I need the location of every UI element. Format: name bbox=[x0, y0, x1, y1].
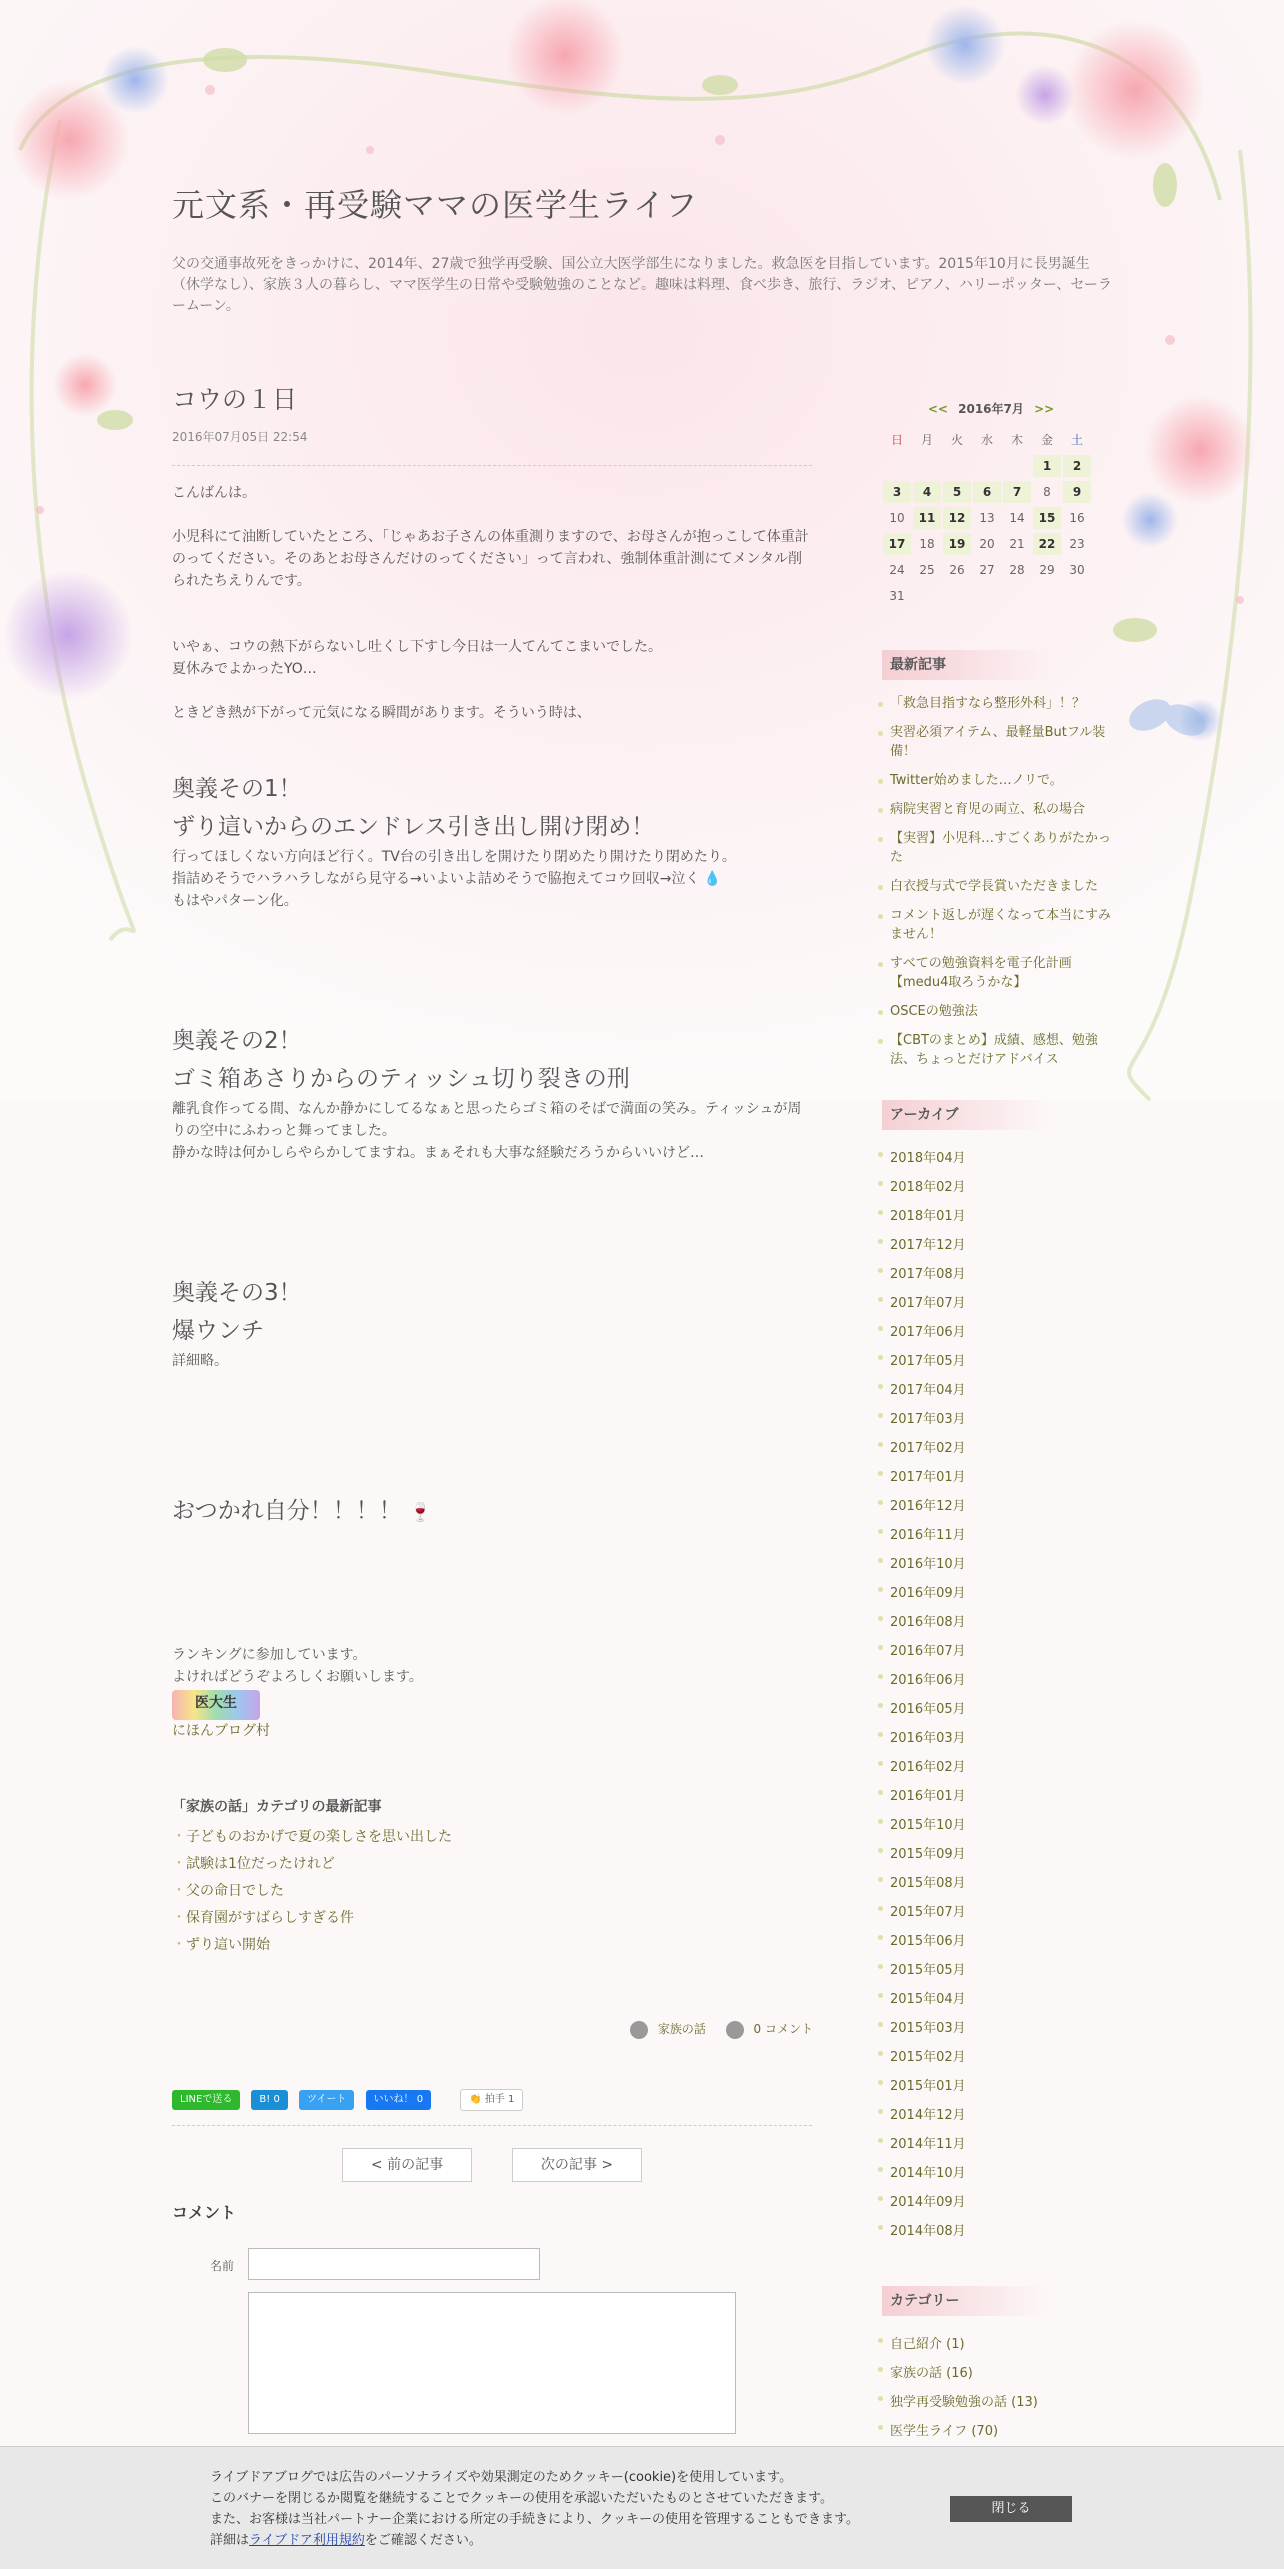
calendar-day: 26 bbox=[949, 563, 965, 577]
archive-link[interactable]: 2018年01月 bbox=[890, 1202, 1112, 1231]
category-link[interactable]: 医学生ライフ (70) bbox=[890, 2417, 1112, 2446]
archive-link[interactable]: 2015年10月 bbox=[890, 1811, 1112, 1840]
comment-icon bbox=[726, 2021, 744, 2039]
calendar-dow: 水 bbox=[980, 433, 993, 447]
entry-title[interactable]: コウの１日 bbox=[172, 385, 298, 414]
title-divider bbox=[172, 465, 812, 466]
entry-paragraph: こんばんは。 bbox=[172, 485, 256, 501]
archive-link[interactable]: 2015年04月 bbox=[890, 1985, 1112, 2014]
hatena-bookmark-button[interactable]: B! 0 bbox=[251, 2090, 287, 2110]
recent-post-link[interactable]: Twitter始めました…ノリで。 bbox=[890, 771, 1112, 790]
calendar-day: 24 bbox=[889, 563, 905, 577]
folder-icon bbox=[630, 2021, 648, 2039]
recent-posts bbox=[882, 650, 1112, 1079]
entry-paragraph: もはやパターン化。 bbox=[172, 893, 298, 909]
cookie-text: ライブドアブログでは広告のパーソナライズや効果測定のためクッキー(cookie)を使用しています。 このバナーを閉じるか閲覧を継続することでクッキーの使用を承認いただいたものとさせていただきます。 また、お客様は当社パートナー企業における所定の手続きにより、クッキーの使用を管理することもできます。 詳細はライブドア利用規約をご確認ください。 bbox=[210, 2470, 859, 2548]
archive-link[interactable]: 2014年09月 bbox=[890, 2188, 1112, 2217]
calendar bbox=[882, 400, 1100, 609]
comment-count-link[interactable]: 0 コメント bbox=[753, 2022, 813, 2036]
archive-link[interactable]: 2015年07月 bbox=[890, 1898, 1112, 1927]
comment-body-textarea[interactable] bbox=[248, 2292, 736, 2434]
archive-link[interactable]: 2017年12月 bbox=[890, 1231, 1112, 1260]
share-bar bbox=[172, 2087, 529, 2109]
archive-link[interactable]: 2017年03月 bbox=[890, 1405, 1112, 1434]
category-link[interactable]: 独学再受験勉強の話 (13) bbox=[890, 2388, 1112, 2417]
recent-posts-title: 最新記事 bbox=[882, 650, 1050, 680]
archive-link[interactable]: 2014年12月 bbox=[890, 2101, 1112, 2130]
closing-line: おつかれ自分！！！！ 🍷 bbox=[172, 1498, 432, 1524]
archive-link[interactable]: 2016年10月 bbox=[890, 1550, 1112, 1579]
section-heading: 奥義その3！ bbox=[172, 1280, 302, 1306]
archive-link[interactable]: 2017年05月 bbox=[890, 1347, 1112, 1376]
archive-list bbox=[890, 1144, 1112, 2246]
blog-description: 父の交通事故死をきっかけに、2014年、27歳で独学再受験、国公立大医学部生になりました。救急医を目指しています。2015年10月に長男誕生（休学なし）、家族３人の暮らし、ママ医学生の日常や受験勉強のことなど。趣味は料理、食べ歩き、旅行、ラジオ、ピアノ、ハリーポッター、セーラームーン。 bbox=[172, 256, 1112, 314]
tweet-button[interactable]: ツイート bbox=[299, 2090, 355, 2110]
related-item[interactable]: ・ 試験は1位だったけれど bbox=[172, 1851, 812, 1878]
archive-link[interactable]: 2016年01月 bbox=[890, 1782, 1112, 1811]
calendar-day-link[interactable]: 19 bbox=[943, 533, 971, 555]
water-drop-icon: 💧 bbox=[703, 871, 722, 887]
calendar-day: 8 bbox=[1043, 485, 1051, 499]
calendar-day: 23 bbox=[1069, 537, 1085, 551]
calendar-day: 31 bbox=[889, 589, 905, 603]
recent-post-link[interactable]: 「救急目指すなら整形外科」！？ bbox=[890, 694, 1112, 713]
calendar-dow: 土 bbox=[1070, 433, 1083, 447]
recent-post-link[interactable]: コメント返しが遅くなって本当にすみません！ bbox=[890, 908, 1112, 942]
prev-article-button[interactable]: < 前の記事 bbox=[342, 2148, 472, 2182]
entry-paragraph: 行ってほしくない方向ほど行く。TV台の引き出しを開けたり閉めたり開けたり閉めたり。 bbox=[172, 849, 736, 865]
share-divider bbox=[172, 2125, 812, 2126]
calendar-day: 29 bbox=[1039, 563, 1055, 577]
archive-link[interactable]: 2017年01月 bbox=[890, 1463, 1112, 1492]
calendar-day-link[interactable]: 22 bbox=[1033, 533, 1061, 555]
calendar-day-link[interactable]: 12 bbox=[943, 507, 971, 529]
archive-link[interactable]: 2017年08月 bbox=[890, 1260, 1112, 1289]
calendar-dow: 火 bbox=[950, 433, 963, 447]
category-link[interactable]: 自己紹介 (1) bbox=[890, 2330, 1112, 2359]
recent-post-link[interactable]: 【実習】小児科…すごくありがたかった bbox=[890, 831, 1112, 865]
calendar-day-link[interactable]: 6 bbox=[973, 481, 1001, 503]
categories-title: カテゴリー bbox=[882, 2286, 1050, 2316]
archive-link[interactable]: 2015年06月 bbox=[890, 1927, 1112, 1956]
archive-link[interactable]: 2017年07月 bbox=[890, 1289, 1112, 1318]
calendar-dow: 月 bbox=[920, 433, 933, 447]
section-subheading: ずり這いからのエンドレス引き出し開け閉め！ bbox=[172, 814, 655, 840]
calendar-day: 27 bbox=[979, 563, 995, 577]
archive-link[interactable]: 2015年03月 bbox=[890, 2014, 1112, 2043]
category-link[interactable]: 家族の話 bbox=[657, 2022, 706, 2036]
calendar-day-link[interactable]: 15 bbox=[1033, 507, 1061, 529]
calendar-dow: 金 bbox=[1040, 433, 1053, 447]
next-article-button[interactable]: 次の記事 > bbox=[512, 2148, 642, 2182]
category-list bbox=[890, 2330, 1112, 2446]
comment-section-title: コメント bbox=[172, 2203, 237, 2222]
related-list bbox=[172, 1824, 812, 1959]
archive-link[interactable]: 2017年04月 bbox=[890, 1376, 1112, 1405]
recent-post-link[interactable]: 白衣授与式で学長賞いただきました bbox=[890, 877, 1112, 896]
ranking-banner[interactable]: 医大生 bbox=[172, 1690, 260, 1720]
article bbox=[172, 380, 812, 1959]
related-item[interactable]: ・ 保育園がすばらしすぎる件 bbox=[172, 1905, 812, 1932]
calendar-day: 10 bbox=[889, 511, 905, 525]
archive-link[interactable]: 2018年04月 bbox=[890, 1144, 1112, 1173]
calendar-month: 2016年7月 bbox=[958, 402, 1024, 416]
calendar-day-link[interactable]: 11 bbox=[913, 507, 941, 529]
calendar-day-link[interactable]: 5 bbox=[943, 481, 971, 503]
section-heading: 奥義その2！ bbox=[172, 1028, 302, 1054]
calendar-empty bbox=[913, 455, 941, 477]
blog-title[interactable]: 元文系・再受験ママの医学生ライフ bbox=[172, 186, 699, 224]
calendar-day-link[interactable]: 3 bbox=[883, 481, 911, 503]
calendar-day-link[interactable]: 1 bbox=[1033, 455, 1061, 477]
archive-link[interactable]: 2014年10月 bbox=[890, 2159, 1112, 2188]
calendar-empty bbox=[973, 455, 1001, 477]
calendar-empty bbox=[883, 455, 911, 477]
wine-glass-icon: 🍷 bbox=[409, 1502, 432, 1523]
entry-paragraph: 詳細略。 bbox=[172, 1353, 228, 1369]
calendar-prev-link[interactable]: << bbox=[927, 402, 948, 416]
archives bbox=[882, 1100, 1112, 2246]
cookie-close-button[interactable]: 閉じる bbox=[950, 2496, 1072, 2522]
related-item[interactable]: ・ ずり這い開始 bbox=[172, 1932, 812, 1959]
archive-link[interactable]: 2015年08月 bbox=[890, 1869, 1112, 1898]
calendar-header bbox=[882, 400, 1100, 417]
calendar-day: 21 bbox=[1009, 537, 1025, 551]
ranking-text: ランキングに参加しています。 bbox=[172, 1647, 367, 1663]
archive-link[interactable]: 2016年06月 bbox=[890, 1666, 1112, 1695]
archive-link[interactable]: 2016年05月 bbox=[890, 1695, 1112, 1724]
recent-post-link[interactable]: 【CBTのまとめ】成績、感想、勉強法、ちょっとだけアドバイス bbox=[890, 1031, 1112, 1069]
calendar-day: 14 bbox=[1009, 511, 1025, 525]
archive-link[interactable]: 2018年02月 bbox=[890, 1173, 1112, 1202]
calendar-day-link[interactable]: 7 bbox=[1003, 481, 1031, 503]
archive-link[interactable]: 2015年09月 bbox=[890, 1840, 1112, 1869]
line-share-button[interactable]: LINEで送る bbox=[172, 2090, 240, 2110]
calendar-day: 13 bbox=[979, 511, 995, 525]
archive-link[interactable]: 2016年12月 bbox=[890, 1492, 1112, 1521]
calendar-day-link[interactable]: 2 bbox=[1063, 455, 1091, 477]
calendar-day-link[interactable]: 4 bbox=[913, 481, 941, 503]
calendar-empty bbox=[1003, 455, 1031, 477]
related-item[interactable]: ・ 子どものおかげで夏の楽しさを思い出した bbox=[172, 1824, 812, 1851]
recent-list bbox=[890, 694, 1112, 1069]
entry-paragraph: ときどき熱が下がって元気になる瞬間があります。そういう時は、 bbox=[172, 705, 591, 721]
entry-paragraph: 小児科にて油断していたところ、「じゃあお子さんの体重測りますので、お母さんが抱っこして体重計のってください。そのあとお母さんだけのってください」って言われ、強制体重計測にてメンタル削られたちえりんです。 bbox=[172, 529, 809, 589]
recent-post-link[interactable]: 病院実習と育児の両立、私の場合 bbox=[890, 800, 1112, 819]
calendar-day: 25 bbox=[919, 563, 935, 577]
archive-link[interactable]: 2016年02月 bbox=[890, 1753, 1112, 1782]
entry-date: 2016年07月05日 22:54 bbox=[172, 430, 308, 444]
cookie-banner bbox=[0, 2446, 1284, 2569]
entry-paragraph: 離乳食作ってる間、なんか静かにしてるなぁと思ったらゴミ箱のそばで満面の笑み。ティッシュが周りの空中にふわっと舞ってました。 bbox=[172, 1101, 802, 1139]
entry-paragraph: 夏休みでよかったYO… bbox=[172, 661, 317, 677]
archive-link[interactable]: 2016年11月 bbox=[890, 1521, 1112, 1550]
calendar-day: 30 bbox=[1069, 563, 1085, 577]
clap-icon: 👏 bbox=[469, 2094, 482, 2105]
archive-link[interactable]: 2017年02月 bbox=[890, 1434, 1112, 1463]
name-label: 名前 bbox=[210, 2259, 235, 2273]
related-title: 「家族の話」カテゴリの最新記事 bbox=[172, 1799, 382, 1815]
calendar-day: 16 bbox=[1069, 511, 1085, 525]
calendar-day: 20 bbox=[979, 537, 995, 551]
clap-button[interactable]: 👏 拍手 1 bbox=[460, 2089, 523, 2111]
section-subheading: 爆ウンチ bbox=[172, 1318, 264, 1344]
category-link[interactable]: 家族の話 (16) bbox=[890, 2359, 1112, 2388]
entry-meta bbox=[630, 2020, 813, 2039]
entry-paragraph: 指詰めそうでハラハラしながら見守る→いよいよ詰めそうで脇抱えてコウ回収→泣く 💧 bbox=[172, 871, 722, 887]
archive-link[interactable]: 2014年08月 bbox=[890, 2217, 1112, 2246]
calendar-next-link[interactable]: >> bbox=[1034, 402, 1055, 416]
archive-link[interactable]: 2016年09月 bbox=[890, 1579, 1112, 1608]
ranking-text: よければどうぞよろしくお願いします。 bbox=[172, 1669, 423, 1685]
section-subheading: ゴミ箱あさりからのティッシュ切り裂きの刑 bbox=[172, 1066, 630, 1092]
section-heading: 奥義その1！ bbox=[172, 776, 302, 802]
calendar-day: 28 bbox=[1009, 563, 1025, 577]
calendar-day: 18 bbox=[919, 537, 935, 551]
calendar-day-link[interactable]: 17 bbox=[883, 533, 911, 555]
archive-link[interactable]: 2016年07月 bbox=[890, 1637, 1112, 1666]
archive-link[interactable]: 2014年11月 bbox=[890, 2130, 1112, 2159]
archive-link[interactable]: 2015年01月 bbox=[890, 2072, 1112, 2101]
comment-name-input[interactable] bbox=[248, 2248, 540, 2280]
related-item[interactable]: ・ 父の命日でした bbox=[172, 1878, 812, 1905]
entry-paragraph: いやぁ、コウの熱下がらないし吐くし下すし今日は一人てんてこまいでした。 bbox=[172, 639, 662, 655]
recent-post-link[interactable]: OSCEの勉強法 bbox=[890, 1002, 1112, 1021]
calendar-empty bbox=[943, 455, 971, 477]
archive-link[interactable]: 2017年06月 bbox=[890, 1318, 1112, 1347]
calendar-dow: 木 bbox=[1010, 433, 1023, 447]
archive-link[interactable]: 2016年03月 bbox=[890, 1724, 1112, 1753]
recent-post-link[interactable]: すべての勉強資料を電子化計画【medu4取ろうかな】 bbox=[890, 954, 1112, 992]
terms-link[interactable]: ライブドア利用規約 bbox=[249, 2533, 365, 2548]
recent-post-link[interactable]: 実習必須アイテム、最軽量Butフル装備！ bbox=[890, 723, 1112, 761]
calendar-grid bbox=[882, 427, 1100, 609]
archive-link[interactable]: 2015年02月 bbox=[890, 2043, 1112, 2072]
nihon-blogmura-link[interactable]: にほんブログ村 bbox=[172, 1723, 270, 1739]
calendar-dow: 日 bbox=[890, 433, 903, 447]
facebook-like-button[interactable]: いいね！ 0 bbox=[366, 2090, 432, 2110]
archives-title: アーカイブ bbox=[882, 1100, 1050, 1130]
archive-link[interactable]: 2016年08月 bbox=[890, 1608, 1112, 1637]
entry-paragraph: 静かな時は何かしらやらかしてますね。まぁそれも大事な経験だろうからいいけど… bbox=[172, 1145, 704, 1161]
archive-link[interactable]: 2015年05月 bbox=[890, 1956, 1112, 1985]
calendar-day-link[interactable]: 9 bbox=[1063, 481, 1091, 503]
categories bbox=[882, 2286, 1112, 2446]
